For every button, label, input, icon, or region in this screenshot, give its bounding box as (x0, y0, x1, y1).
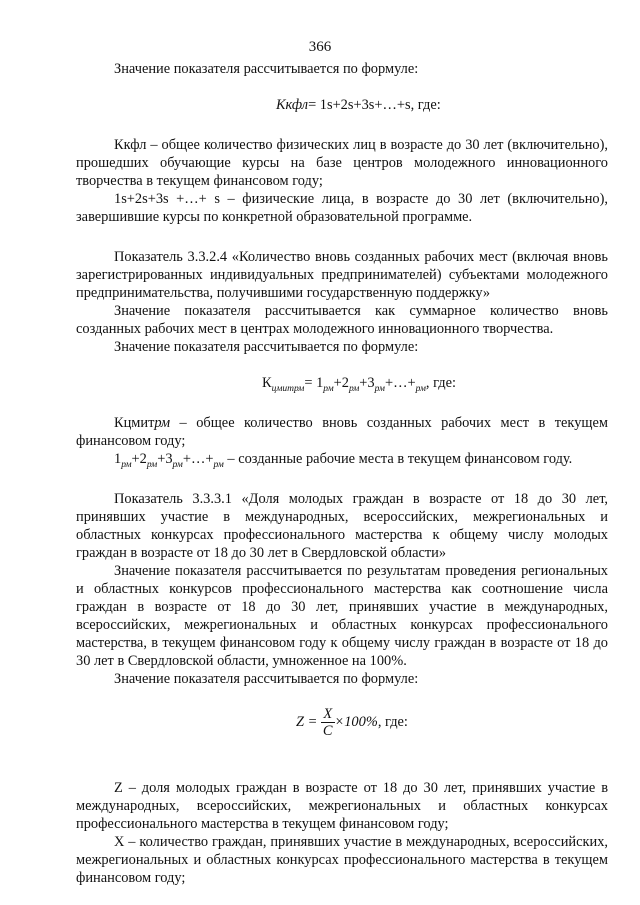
definition-x: X – количество граждан, принявших участие в международных, всероссийских, межрегиональных и областных конкурсах профессионального мастерства в текущем финансовом году; (76, 834, 608, 886)
indicator-3-3-3-1-title: Показатель 3.3.3.1 «Доля молодых граждан в возрасте от 18 до 30 лет, принявших участие в международных, всероссийских, межрегиональных и областных конкурсах профессионального мастерства к общему числу молодых граждан в возрасте от 18 до 30 лет в Свердловской области» (76, 491, 608, 561)
definition-kcmit: Кцмитрм – общее количество вновь созданных рабочих мест в текущем финансовом году; (76, 415, 608, 449)
formula-z-denominator: C (322, 723, 333, 739)
definition-rm-terms: $1_{рм}+2_{рм}+3_{рм}+\dots+_{рм}$ – созданные рабочие места в текущем финансовом году. (114, 451, 573, 470)
definition-z: Z – доля молодых граждан в возрасте от 18 до 30 лет, принявших участие в международных, всероссийских, межрегиональных и областных конкурсах профессионального мастерства в текущем финансовом году; (76, 780, 608, 832)
formula-z-times: ×100% (334, 713, 378, 730)
indicator-3-3-3-1-calc: Значение показателя рассчитывается по результатам проведения региональных и областных конкурсов профессионального мастерства как соотношение числа граждан в возрасте от 18 до 30 лет, принявших участие в международных, всероссийских, межрегиональных и областных конкурсах профессионального мастерства, в текущем финансовом году к общему числу граждан в возрасте от 18 до 30 лет в Свердловской области, умноженное на 100%. (76, 563, 608, 669)
formula-z-lhs: Z = (296, 713, 318, 730)
formula-kcmit: $К_{цмитрм}=$ $1_{рм}+2_{рм}+3_{рм}+\dots+_{рм}$, где: (262, 375, 457, 394)
indicator-3-3-2-4-title: Показатель 3.3.2.4 «Количество вновь созданных рабочих мест (включая вновь зарегистрированных индивидуальных предпринимателей) субъектами молодежного предпринимательства, получившими государственную поддержку» (76, 249, 608, 301)
formula-kkfl (76, 96, 608, 114)
formula-z-tail: , где: (377, 713, 408, 730)
formula-intro-1: Значение показателя рассчитывается по формуле: (114, 61, 419, 77)
formula-intro-2: Значение показателя рассчитывается по формуле: (114, 339, 419, 355)
formula-z-fraction (321, 706, 335, 739)
formula-z (76, 706, 608, 739)
page-number: 366 (308, 39, 332, 55)
formula-kkfl-lhs: Ккфл (276, 97, 309, 113)
formula-intro-3: Значение показателя рассчитывается по формуле: (114, 671, 419, 687)
formula-z-numerator: X (321, 706, 335, 723)
indicator-3-3-2-4-calc: Значение показателя рассчитывается как суммарное количество вновь созданных рабочих мест в центрах молодежного инновационного творчества. (76, 303, 608, 337)
formula-kkfl-rhs: = 1s+2s+3s+…+s, где: (308, 97, 441, 113)
definition-kkfl: Ккфл – общее количество физических лиц в возрасте до 30 лет (включительно), прошедших обучающие курсы на базе центров молодежного инновационного творчества в текущем финансовом году; (76, 137, 608, 189)
document-body (76, 60, 608, 887)
definition-s-terms: 1s+2s+3s +…+ s – физические лица, в возрасте до 30 лет (включительно), завершившие курсы по конкретной образовательной программе. (76, 191, 608, 225)
